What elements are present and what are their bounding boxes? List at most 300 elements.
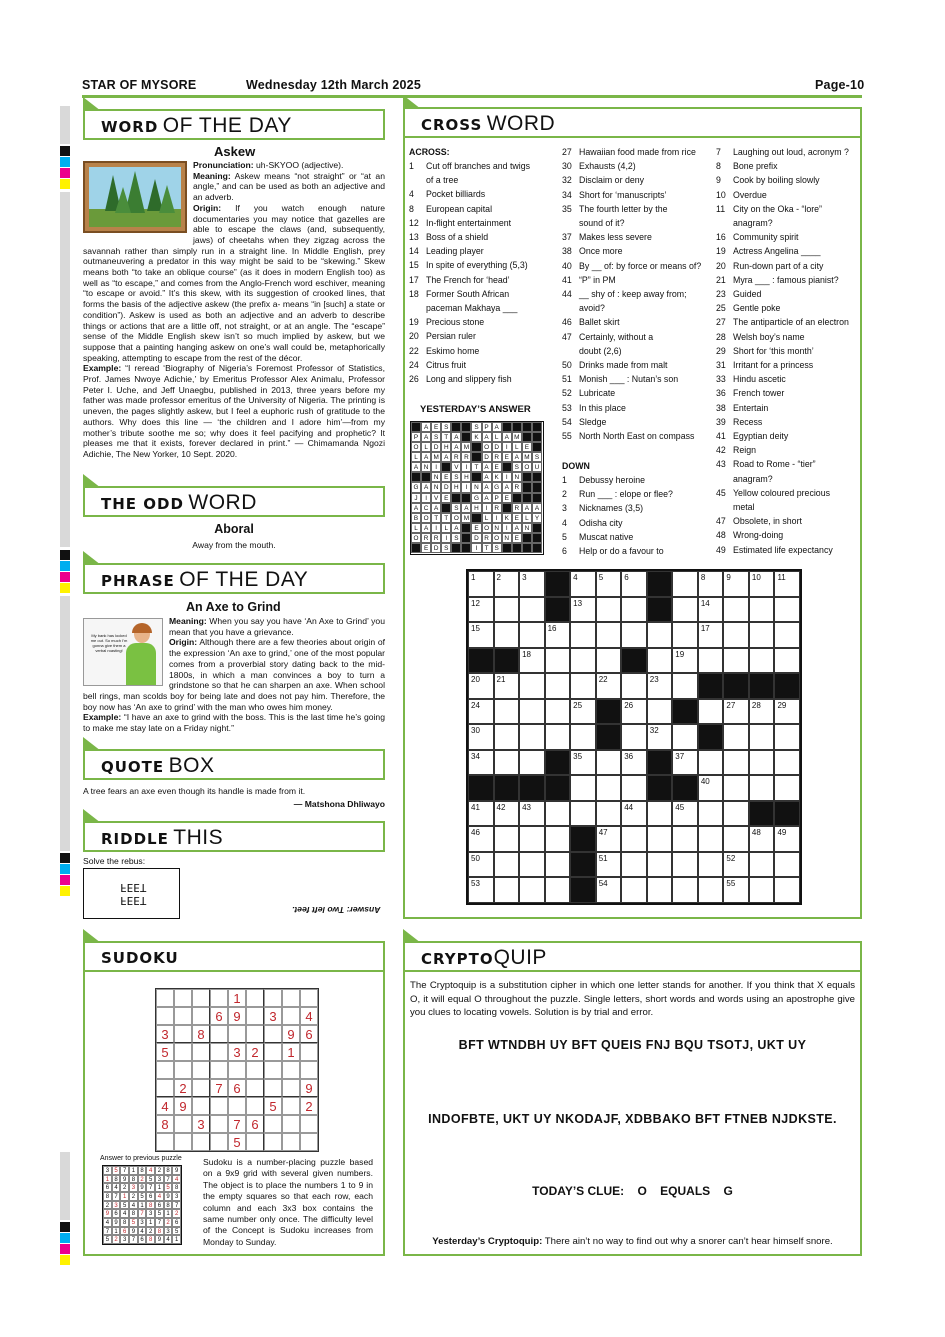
crossword-cell[interactable] [647,826,673,852]
cell-number: 20 [471,675,480,685]
crossword-cell[interactable] [596,673,622,699]
crossword-cell[interactable] [570,724,596,750]
prev-answer-cell: 8 [120,1218,129,1227]
answer-cell: A [421,432,431,442]
crossword-cell[interactable] [774,750,800,776]
sudoku-cell[interactable] [228,1097,246,1115]
clue-text: Leading player [426,246,484,257]
sudoku-cell[interactable]: 6 [210,1007,228,1025]
crossword-cell[interactable] [647,648,673,674]
sudoku-cell[interactable]: 5 [156,1043,174,1061]
sudoku-cell[interactable] [156,1007,174,1025]
sudoku-cell[interactable] [192,1133,210,1151]
sudoku-cell[interactable]: 2 [174,1079,192,1097]
yesterday-grid [410,421,544,555]
title-bold: THE ODD [101,495,184,513]
crossword-cell[interactable] [749,750,775,776]
crossword-cell[interactable] [698,826,724,852]
cell-number: 47 [598,828,608,838]
sudoku-cell[interactable] [300,1133,318,1151]
crossword-cell[interactable] [621,597,647,623]
crossword-cell[interactable] [570,699,596,725]
sudoku-cell[interactable] [246,1007,264,1025]
cell-number: 53 [471,879,480,889]
crossword-cell[interactable] [647,877,673,903]
clue-text: Hindu ascetic [733,374,786,385]
crossword-cell[interactable] [519,852,545,878]
crossword-cell[interactable] [570,775,596,801]
sudoku-cell[interactable] [174,989,192,1007]
crossword-cell[interactable] [672,852,698,878]
sudoku-cell[interactable] [174,1043,192,1061]
prev-answer-cell: 1 [172,1235,181,1244]
sudoku-cell[interactable]: 8 [156,1115,174,1133]
swatch-cyan [60,1233,70,1243]
prev-answer-cell: 4 [138,1227,147,1236]
crossword-cell[interactable] [494,673,520,699]
crossword-cell[interactable] [647,622,673,648]
crossword-cell[interactable] [494,699,520,725]
crossword-cell[interactable] [723,775,749,801]
sudoku-cell[interactable]: 5 [264,1097,282,1115]
sudoku-cell[interactable]: 4 [300,1007,318,1025]
crossword-cell[interactable] [468,852,494,878]
sudoku-cell[interactable] [156,1061,174,1079]
sudoku-cell[interactable] [282,1061,300,1079]
crossword-cell[interactable] [545,877,571,903]
sudoku-cell[interactable] [264,1043,282,1061]
crossword-cell[interactable] [698,877,724,903]
prev-answer-cell: 8 [155,1227,164,1236]
crossword-cell[interactable] [570,750,596,776]
prev-answer-cell: 5 [164,1183,173,1192]
crossword-cell[interactable] [749,877,775,903]
sudoku-cell[interactable] [300,1061,318,1079]
prev-answer-cell: 1 [120,1192,129,1201]
crossword-cell[interactable] [621,826,647,852]
crossword-cell[interactable] [621,877,647,903]
answer-cell: R [512,503,522,513]
sudoku-cell[interactable] [246,1061,264,1079]
answer-black-cell [502,422,512,432]
sudoku-cell[interactable] [210,1043,228,1061]
clue-item [409,244,530,258]
crossword-cell[interactable] [749,699,775,725]
sudoku-cell[interactable]: 1 [282,1043,300,1061]
clue-item [716,244,849,258]
clue-number: 4 [562,517,567,528]
crossword-cell[interactable] [621,571,647,597]
sudoku-cell[interactable] [264,1079,282,1097]
crossword-cell[interactable] [519,597,545,623]
sudoku-cell[interactable] [246,1079,264,1097]
sudoku-cell[interactable] [282,1097,300,1115]
clue-item [716,528,849,542]
crossword-cell[interactable] [570,673,596,699]
sudoku-cell[interactable]: 2 [300,1097,318,1115]
crossword-cell[interactable] [672,622,698,648]
crossword-cell[interactable] [519,750,545,776]
clue-item [716,372,849,386]
clue-text: Lubricate [579,388,616,399]
crossword-cell[interactable] [570,801,596,827]
sudoku-cell[interactable]: 3 [228,1043,246,1061]
answer-cell: L [512,442,522,452]
crossword-cell[interactable] [723,877,749,903]
crossword-cell[interactable] [672,801,698,827]
sudoku-cell[interactable]: 9 [282,1025,300,1043]
crossword-cell[interactable] [723,826,749,852]
sudoku-cell[interactable]: 5 [228,1133,246,1151]
crossword-cell[interactable] [621,622,647,648]
sudoku-cell[interactable] [156,1133,174,1151]
sudoku-cell[interactable]: 9 [300,1079,318,1097]
prev-answer-cell: 7 [164,1175,173,1184]
crossword-cell[interactable] [698,571,724,597]
crossword-cell[interactable] [621,724,647,750]
crossword-cell[interactable] [647,852,673,878]
crossword-cell[interactable] [596,877,622,903]
sudoku-cell[interactable] [174,1115,192,1133]
crossword-cell[interactable] [749,724,775,750]
crossword-cell[interactable] [698,801,724,827]
crossword-cell[interactable] [774,724,800,750]
crossword-cell[interactable] [647,699,673,725]
word-of-day-title [83,109,385,140]
crossword-cell[interactable] [749,622,775,648]
crossword-cell[interactable] [545,648,571,674]
answer-black-cell [461,422,471,432]
sudoku-cell[interactable] [264,989,282,1007]
sudoku-cell[interactable]: 1 [228,989,246,1007]
crossword-cell[interactable] [698,699,724,725]
crossword-cell[interactable] [519,699,545,725]
riddle-answer: Answer: Two left feet. [292,905,381,915]
clue-text: Sledge [579,416,607,427]
sudoku-cell[interactable] [192,1079,210,1097]
clue-text: Entertain [733,402,769,413]
sudoku-cell[interactable] [228,1025,246,1043]
crossword-cell[interactable] [468,826,494,852]
crossword-cell[interactable] [672,877,698,903]
clue-number: 32 [562,175,572,186]
crossword-cell[interactable] [596,622,622,648]
sudoku-cell[interactable]: 2 [246,1043,264,1061]
sudoku-cell[interactable] [156,1079,174,1097]
sudoku-cell[interactable] [264,1025,282,1043]
sudoku-cell[interactable] [300,1115,318,1133]
crossword-cell[interactable] [698,648,724,674]
crossword-cell[interactable] [494,826,520,852]
clue-item [409,216,530,230]
crossword-cell[interactable] [749,597,775,623]
crossword-cell[interactable] [519,571,545,597]
crossword-cell[interactable] [545,724,571,750]
crossword-cell[interactable] [774,699,800,725]
prev-answer-cell: 9 [172,1166,181,1175]
crossword-cell[interactable] [672,826,698,852]
clue-text: European capital [426,203,493,214]
crossword-cell[interactable] [519,622,545,648]
clue-text: Disclaim or deny [579,175,645,186]
sudoku-cell[interactable] [210,1061,228,1079]
crossword-cell[interactable] [596,597,622,623]
crossword-cell[interactable] [596,750,622,776]
prev-answer-cell: 9 [120,1175,129,1184]
crossword-cell[interactable] [596,571,622,597]
cell-number: 4 [573,573,578,582]
answer-cell: O [411,442,421,452]
prev-answer-cell: 5 [172,1227,181,1236]
crossword-cell[interactable] [723,699,749,725]
sudoku-cell[interactable]: 6 [228,1079,246,1097]
sudoku-cell[interactable] [174,1007,192,1025]
sudoku-cell[interactable] [192,1043,210,1061]
crossword-cell[interactable] [774,571,800,597]
prev-answer-cell: 5 [138,1192,147,1201]
crossword-cell[interactable] [468,750,494,776]
crossword-cell[interactable] [494,852,520,878]
sudoku-cell[interactable]: 4 [156,1097,174,1115]
crossword-cell[interactable] [723,750,749,776]
crossword-cell[interactable] [621,775,647,801]
answer-cell: N [522,523,532,533]
crossword-cell[interactable] [647,801,673,827]
clue-number: 10 [716,189,726,200]
sudoku-cell[interactable] [282,1079,300,1097]
crossword-cell[interactable] [774,622,800,648]
sudoku-cell[interactable] [192,989,210,1007]
crossword-cell[interactable] [468,724,494,750]
crossword-cell[interactable] [774,877,800,903]
sudoku-cell[interactable] [246,1097,264,1115]
sudoku-cell[interactable]: 6 [300,1025,318,1043]
answer-cell: D [471,533,481,543]
crossword-cell[interactable] [621,852,647,878]
crossword-cell[interactable] [749,852,775,878]
crossword-cell[interactable] [596,852,622,878]
sudoku-cell[interactable] [210,1133,228,1151]
crossword-cell[interactable] [647,673,673,699]
sudoku-cell[interactable] [300,1043,318,1061]
crossword-cell[interactable] [672,673,698,699]
crossword-cell[interactable] [519,724,545,750]
cell-number: 42 [496,802,506,812]
crossword-cell[interactable] [723,622,749,648]
sudoku-cell[interactable] [192,1097,210,1115]
crossword-cell[interactable] [672,597,698,623]
crossword-cell[interactable] [774,775,800,801]
crossword-cell[interactable] [468,622,494,648]
sudoku-cell[interactable] [300,989,318,1007]
crossword-cell[interactable] [698,750,724,776]
crossword-cell[interactable] [545,699,571,725]
crossword-cell[interactable] [570,622,596,648]
sudoku-cell[interactable] [282,1007,300,1025]
sudoku-cell[interactable] [192,1061,210,1079]
prev-answer-cell: 2 [112,1235,121,1244]
crossword-cell[interactable] [774,852,800,878]
crossword-cell[interactable] [545,852,571,878]
crossword-cell[interactable] [749,648,775,674]
clue-number: 42 [716,445,726,456]
crossword-cell[interactable] [621,750,647,776]
sudoku-cell[interactable]: 3 [264,1007,282,1025]
answer-cell: A [411,503,421,513]
crossword-cell[interactable] [698,852,724,878]
answer-black-cell [451,543,461,553]
crossword-cell[interactable] [774,826,800,852]
crossword-cell[interactable] [519,673,545,699]
crossword-cell[interactable] [723,597,749,623]
crossword-cell[interactable] [698,775,724,801]
sudoku-cell[interactable]: 8 [192,1025,210,1043]
clue-item [716,273,849,287]
answer-cell: I [421,493,431,503]
crossword-cell[interactable] [596,648,622,674]
sudoku-cell[interactable] [282,1133,300,1151]
crossword-cell[interactable] [570,571,596,597]
clue-text: avoid? [579,303,605,314]
answer-black-cell [532,442,542,452]
crossword-cell[interactable] [545,673,571,699]
sudoku-cell[interactable] [174,1025,192,1043]
crossword-cell[interactable] [545,826,571,852]
cell-number: 11 [777,573,786,582]
sudoku-cell[interactable] [282,989,300,1007]
sudoku-cell[interactable] [192,1007,210,1025]
crossword-cell[interactable] [494,877,520,903]
crossword-cell[interactable] [545,622,571,648]
crossword-cell[interactable] [468,597,494,623]
crossword-cell[interactable] [774,597,800,623]
crossword-cell[interactable] [723,852,749,878]
sudoku-cell[interactable]: 9 [228,1007,246,1025]
sudoku-cell[interactable]: 3 [156,1025,174,1043]
crossword-cell[interactable] [672,571,698,597]
crossword-cell[interactable] [621,801,647,827]
sudoku-cell[interactable] [264,1061,282,1079]
clue-text: Once more [579,246,623,257]
crossword-cell[interactable] [494,571,520,597]
crossword-cell[interactable] [494,801,520,827]
title-bold: CROSS [421,116,483,134]
cell-number: 5 [598,573,604,582]
swatch-magenta [60,875,70,885]
sudoku-cell[interactable] [210,1025,228,1043]
crossword-black-cell [545,750,571,776]
crossword-cell[interactable] [468,801,494,827]
crossword-cell[interactable] [723,571,749,597]
crossword-cell[interactable] [698,622,724,648]
sudoku-cell[interactable] [210,1115,228,1133]
answer-cell: R [492,452,502,462]
crossword-cell[interactable] [545,801,571,827]
prev-answer-cell: 6 [146,1192,155,1201]
sudoku-cell[interactable] [246,1133,264,1151]
crossword-cell[interactable] [468,877,494,903]
crossword-cell[interactable] [774,648,800,674]
quote-text: A tree fears an axe even though its handle is made from it. [83,786,306,796]
sudoku-cell[interactable] [174,1133,192,1151]
sudoku-cell[interactable]: 7 [228,1115,246,1133]
answer-black-cell [441,503,451,513]
crossword-cell[interactable] [749,571,775,597]
clue-text: Boss of a shield [426,232,489,243]
crossword-cell[interactable] [494,597,520,623]
answer-cell: S [492,543,502,553]
crossword-cell[interactable] [494,750,520,776]
clue-column-3 [716,145,849,557]
crossword-cell[interactable] [723,724,749,750]
sudoku-cell[interactable]: 3 [192,1115,210,1133]
clue-item [716,301,849,315]
cell-number: 8 [700,573,706,582]
crossword-cell[interactable] [596,826,622,852]
sudoku-cell[interactable] [282,1115,300,1133]
crossword-cell[interactable] [672,750,698,776]
crossword-cell[interactable] [468,571,494,597]
crossword-cell[interactable] [647,724,673,750]
sudoku-cell[interactable] [156,989,174,1007]
prev-answer-cell: 1 [138,1201,147,1210]
crossword-cell[interactable] [596,801,622,827]
answer-cell: V [451,462,461,472]
sudoku-cell[interactable]: 9 [174,1097,192,1115]
crossword-cell[interactable] [468,673,494,699]
title-bold: QUOTE [101,758,165,776]
clue-item [562,202,701,216]
sudoku-cell[interactable] [246,1025,264,1043]
answer-cell: E [512,513,522,523]
crossword-cell[interactable] [672,648,698,674]
crossword-cell[interactable] [723,648,749,674]
crossword-cell[interactable] [519,877,545,903]
answer-cell: L [522,513,532,523]
sudoku-cell[interactable] [228,1061,246,1079]
crossword-cell[interactable] [596,775,622,801]
crossword-cell[interactable] [494,724,520,750]
sudoku-cell[interactable] [264,1133,282,1151]
sudoku-cell[interactable]: 7 [210,1079,228,1097]
crossword-cell[interactable] [570,648,596,674]
crossword-cell[interactable] [494,622,520,648]
sudoku-cell[interactable] [264,1115,282,1133]
crossword-cell[interactable] [723,801,749,827]
crossword-cell[interactable] [698,597,724,623]
answer-cell: K [471,432,481,442]
crossword-cell[interactable] [570,597,596,623]
answer-cell: T [471,462,481,472]
sudoku-cell[interactable] [210,989,228,1007]
sudoku-cell[interactable] [210,1097,228,1115]
sudoku-cell[interactable] [246,989,264,1007]
crossword-cell[interactable] [519,826,545,852]
sudoku-cell[interactable] [174,1061,192,1079]
sudoku-cell[interactable]: 6 [246,1115,264,1133]
crossword-cell[interactable] [749,775,775,801]
crossword-cell[interactable] [519,648,545,674]
crossword-cell[interactable] [672,724,698,750]
prev-answer-cell: 5 [103,1235,112,1244]
crossword-cell[interactable] [749,826,775,852]
crossword-cell[interactable] [621,699,647,725]
prev-answer-cell: 6 [138,1235,147,1244]
crossword-cell[interactable] [468,699,494,725]
crossword-cell[interactable] [621,673,647,699]
phrase-heading: An Axe to Grind [186,600,281,614]
crossword-cell[interactable] [519,801,545,827]
